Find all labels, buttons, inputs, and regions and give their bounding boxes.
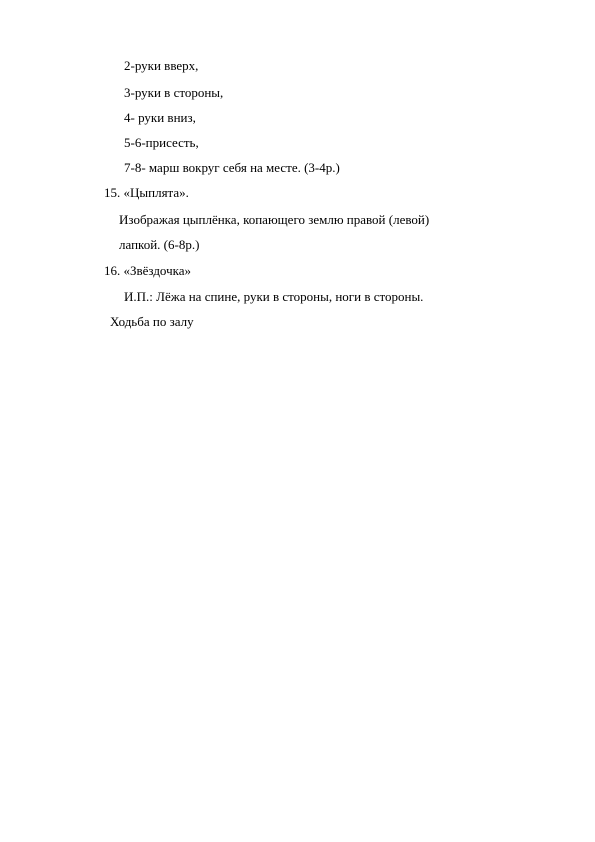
text-line-step-2: 2-руки вверх, xyxy=(124,58,199,73)
exercise-description-15-line1: Изображая цыплёнка, копающего землю правой (левой) xyxy=(119,212,430,227)
text-line-step-7-8: 7-8- марш вокруг себя на месте. (3-4р.) xyxy=(124,160,340,175)
exercise-heading-16: 16. «Звёздочка» xyxy=(104,263,192,278)
text-line-step-4: 4- руки вниз, xyxy=(124,110,196,125)
exercise-heading-15: 15. «Цыплята». xyxy=(104,185,189,200)
text-line-step-3: 3-руки в стороны, xyxy=(124,85,224,100)
text-line-step-5-6: 5-6-присесть, xyxy=(124,135,199,150)
closing-line: Ходьба по залу xyxy=(110,314,194,329)
exercise-description-15-line2: лапкой. (6-8р.) xyxy=(119,237,200,252)
exercise-description-16: И.П.: Лёжа на спине, руки в стороны, ноги в стороны. xyxy=(124,289,424,304)
